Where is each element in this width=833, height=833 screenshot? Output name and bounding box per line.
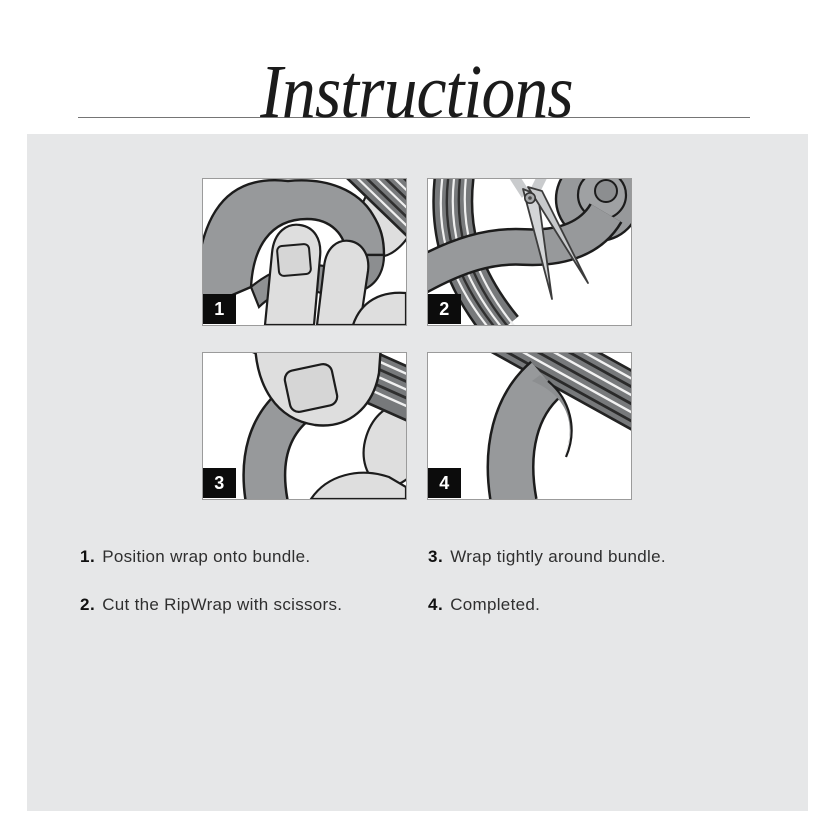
step-4-illustration <box>427 352 632 500</box>
thumbnail <box>283 362 339 413</box>
step-3-caption-number: 3. <box>428 547 444 566</box>
step-1-caption-number: 1. <box>80 547 96 566</box>
step-1-caption-text: Position wrap onto bundle. <box>102 547 311 566</box>
step-2-caption <box>80 595 342 615</box>
step-3-caption <box>428 547 666 567</box>
step-2-number-badge: 2 <box>428 294 461 324</box>
step-4-caption-text: Completed. <box>450 595 541 614</box>
steps-panel <box>27 134 808 811</box>
step-1-illustration <box>202 178 407 326</box>
step-4-caption <box>428 595 540 615</box>
step-1-number-badge: 1 <box>203 294 236 324</box>
step-3-number-badge: 3 <box>203 468 236 498</box>
fingernail <box>277 244 311 277</box>
page-title: Instructions <box>260 50 573 134</box>
step-3-illustration <box>202 352 407 500</box>
step-3-caption-text: Wrap tightly around bundle. <box>450 547 666 566</box>
step-2-illustration <box>427 178 632 326</box>
step-2-caption-number: 2. <box>80 595 96 614</box>
step-2-caption-text: Cut the RipWrap with scissors. <box>102 595 343 614</box>
step-4-number-badge: 4 <box>428 468 461 498</box>
step-1-caption <box>80 547 310 567</box>
wrap-band <box>511 379 546 499</box>
step-4-caption-number: 4. <box>428 595 444 614</box>
